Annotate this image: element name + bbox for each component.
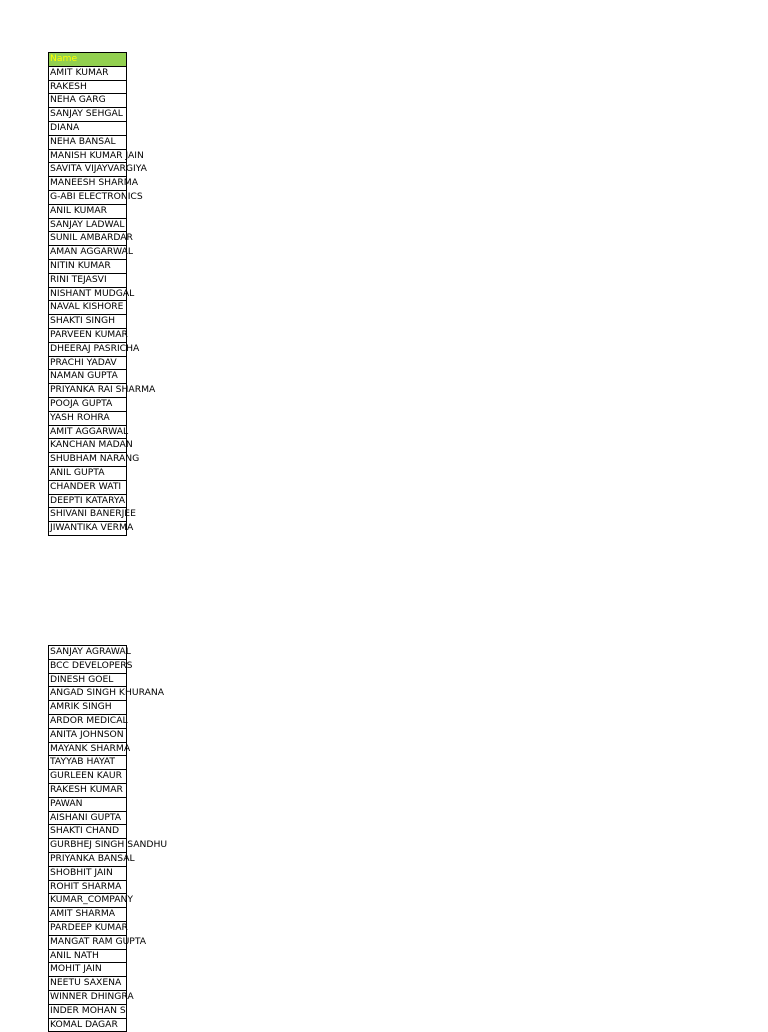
name-cell[interactable]: SHAKTI CHAND <box>48 825 127 839</box>
name-cell[interactable]: NEETU SAXENA <box>48 977 127 991</box>
name-cell[interactable]: PRACHI YADAV <box>48 357 127 371</box>
name-cell[interactable]: SANJAY SEHGAL <box>48 108 127 122</box>
name-cell[interactable]: MOHIT JAIN <box>48 963 127 977</box>
name-cell[interactable]: AMIT SHARMA <box>48 908 127 922</box>
name-cell[interactable]: PAWAN <box>48 798 127 812</box>
name-cell[interactable]: PRIYANKA RAI SHARMA <box>48 384 127 398</box>
name-cell[interactable]: AMIT KUMAR <box>48 67 127 81</box>
name-cell[interactable]: MANGAT RAM GUPTA <box>48 936 127 950</box>
name-cell[interactable]: SAVITA VIJAYVARGIYA <box>48 163 127 177</box>
name-cell[interactable]: ARDOR MEDICAL <box>48 715 127 729</box>
name-cell[interactable]: YASH ROHRA <box>48 412 127 426</box>
name-cell[interactable]: ANIL NATH <box>48 950 127 964</box>
name-cell[interactable]: BCC DEVELOPERS <box>48 660 127 674</box>
name-cell[interactable]: PARVEEN KUMAR <box>48 329 127 343</box>
name-cell[interactable]: PRIYANKA BANSAL <box>48 853 127 867</box>
name-cell[interactable]: POOJA GUPTA <box>48 398 127 412</box>
name-cell[interactable]: DINESH GOEL <box>48 674 127 688</box>
name-cell[interactable]: WINNER DHINGRA <box>48 991 127 1005</box>
name-cell[interactable]: ANITA JOHNSON <box>48 729 127 743</box>
name-column-top <box>48 52 156 536</box>
name-cell[interactable]: RINI TEJASVI <box>48 274 127 288</box>
name-cell[interactable]: AMRIK SINGH <box>48 701 127 715</box>
name-cell[interactable]: SHAKTI SINGH <box>48 315 127 329</box>
column-header-name[interactable]: Name <box>48 52 127 67</box>
name-cell[interactable]: MANEESH SHARMA <box>48 177 127 191</box>
name-cell[interactable]: SUNIL AMBARDAR <box>48 232 127 246</box>
name-cell[interactable]: NAMAN GUPTA <box>48 370 127 384</box>
name-cell[interactable]: KOMAL DAGAR <box>48 1019 127 1032</box>
name-cell[interactable]: INDER MOHAN S <box>48 1005 127 1019</box>
name-cell[interactable]: SHUBHAM NARANG <box>48 453 127 467</box>
name-cell[interactable]: KUMAR_COMPANY <box>48 894 127 908</box>
name-cell[interactable]: DEEPTI KATARYA <box>48 495 127 509</box>
name-cell[interactable]: ANIL KUMAR <box>48 205 127 219</box>
name-cell[interactable]: KANCHAN MADAN <box>48 439 127 453</box>
name-cell[interactable]: DIANA <box>48 122 127 136</box>
name-cell[interactable]: SHIVANI BANERJEE <box>48 508 127 522</box>
name-cell[interactable]: NITIN KUMAR <box>48 260 127 274</box>
name-cell[interactable]: AMIT AGGARWAL <box>48 426 127 440</box>
name-cell[interactable]: SANJAY LADWAL <box>48 219 127 233</box>
name-cell[interactable]: CHANDER WATI <box>48 481 127 495</box>
name-cell[interactable]: DHEERAJ PASRICHA <box>48 343 127 357</box>
name-cell[interactable]: MANISH KUMAR JAIN <box>48 150 127 164</box>
name-cell[interactable]: SHOBHIT JAIN <box>48 867 127 881</box>
name-cell[interactable]: AMAN AGGARWAL <box>48 246 127 260</box>
name-cell[interactable]: NEHA GARG <box>48 94 127 108</box>
name-cell[interactable]: PARDEEP KUMAR <box>48 922 127 936</box>
name-cell[interactable]: AISHANI GUPTA <box>48 812 127 826</box>
name-cell[interactable]: ANIL GUPTA <box>48 467 127 481</box>
name-cell[interactable]: JIWANTIKA VERMA <box>48 522 127 536</box>
name-cell[interactable]: GURBHEJ SINGH SANDHU <box>48 839 127 853</box>
name-cell[interactable]: NEHA BANSAL <box>48 136 127 150</box>
name-cell[interactable]: ROHIT SHARMA <box>48 881 127 895</box>
name-cell[interactable]: GURLEEN KAUR <box>48 770 127 784</box>
name-cell[interactable]: SANJAY AGRAWAL <box>48 645 127 660</box>
name-cell[interactable]: NAVAL KISHORE <box>48 301 127 315</box>
name-cell[interactable]: NISHANT MUDGAL <box>48 288 127 302</box>
name-column-bottom <box>48 645 168 1032</box>
name-cell[interactable]: RAKESH KUMAR <box>48 784 127 798</box>
name-cell[interactable]: TAYYAB HAYAT <box>48 756 127 770</box>
name-cell[interactable]: ANGAD SINGH KHURANA <box>48 687 127 701</box>
name-cell[interactable]: RAKESH <box>48 81 127 95</box>
name-cell[interactable]: MAYANK SHARMA <box>48 743 127 757</box>
name-cell[interactable]: G-ABI ELECTRONICS <box>48 191 127 205</box>
